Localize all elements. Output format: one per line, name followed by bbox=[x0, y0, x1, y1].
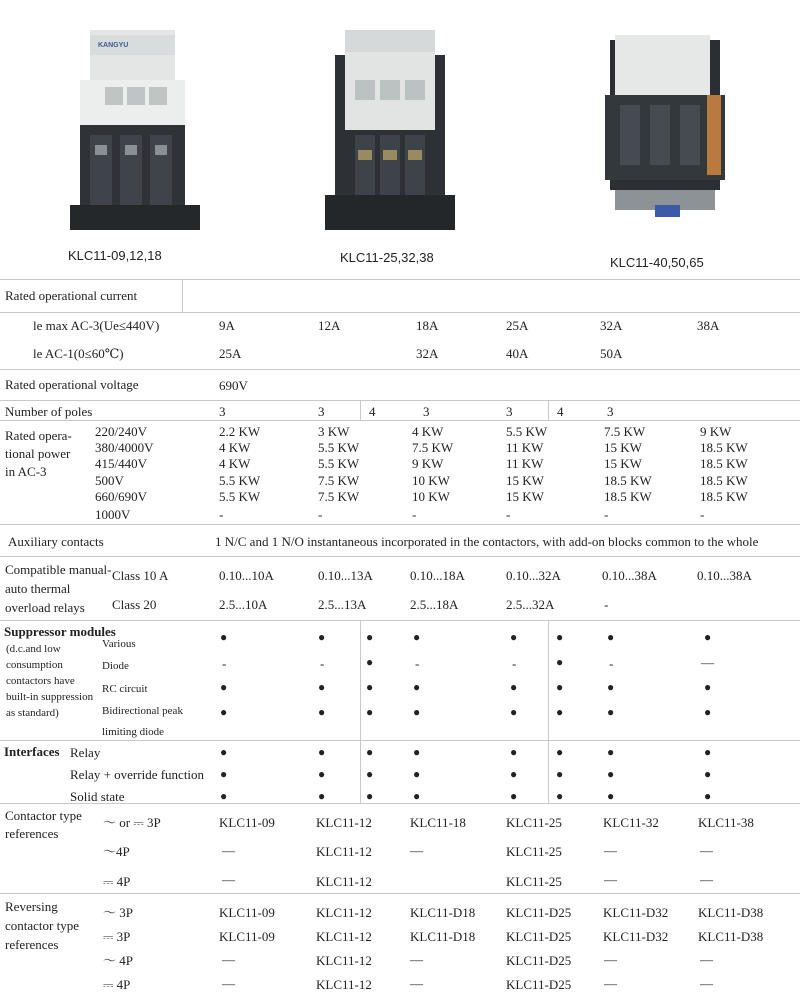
contactor-cell: KLC11-09 bbox=[219, 815, 275, 830]
poles-value: 4 bbox=[557, 404, 564, 419]
power-cell: 9 KW bbox=[412, 456, 444, 471]
reversing-cell: KLC11-D25 bbox=[506, 953, 572, 968]
power-voltage: 380/4000V bbox=[95, 440, 154, 455]
reversing-cell: KLC11-D25 bbox=[506, 929, 572, 944]
suppressor-desc: (d.c.and low bbox=[6, 643, 61, 655]
bullet-mark: ● bbox=[366, 767, 374, 781]
bullet-mark: ● bbox=[556, 767, 564, 781]
ac1-value: 40A bbox=[506, 346, 529, 361]
poles-value: 3 bbox=[318, 404, 325, 419]
power-cell: 5.5 KW bbox=[219, 473, 261, 488]
suppressor-title: Suppressor modules bbox=[4, 624, 116, 639]
suppressor-row-label: Bidirectional peak bbox=[102, 705, 183, 717]
power-cell: 3 KW bbox=[318, 424, 350, 439]
bullet-mark: ● bbox=[318, 745, 326, 759]
bullet-mark: ● bbox=[607, 705, 615, 719]
bullet-mark: ● bbox=[366, 655, 374, 669]
ac3-value: 38A bbox=[697, 318, 720, 333]
power-cell: 10 KW bbox=[412, 489, 450, 504]
bullet-mark: ● bbox=[220, 705, 228, 719]
dash-mark: - bbox=[222, 656, 227, 671]
reversing-cell: KLC11-D25 bbox=[506, 977, 572, 992]
product-caption-2: KLC11-25,32,38 bbox=[340, 250, 434, 265]
reversing-cell: — bbox=[700, 976, 713, 991]
suppressor-desc: consumption bbox=[6, 659, 63, 671]
bullet-mark: ● bbox=[413, 789, 421, 803]
dash-mark: — bbox=[701, 655, 714, 670]
reversing-cell: KLC11-D38 bbox=[698, 929, 764, 944]
suppressor-desc: built-in suppression bbox=[6, 691, 94, 703]
power-voltage: 415/440V bbox=[95, 456, 147, 471]
bullet-mark: ● bbox=[413, 767, 421, 781]
class20-value: - bbox=[604, 597, 609, 612]
class10-value: 0.10...38A bbox=[602, 568, 657, 583]
contactor-cell: — bbox=[604, 872, 617, 887]
power-cell: 18.5 KW bbox=[700, 440, 748, 455]
bullet-mark: ● bbox=[413, 705, 421, 719]
class20-value: 2.5...32A bbox=[506, 597, 555, 612]
bullet-mark: ● bbox=[556, 680, 564, 694]
contactor-label: Contactor type bbox=[5, 808, 82, 823]
bullet-mark: ● bbox=[607, 630, 615, 644]
reversing-label: Reversing bbox=[5, 899, 58, 914]
reversing-cell: — bbox=[700, 952, 713, 967]
contactor-row-label: ～4P bbox=[103, 844, 130, 859]
bullet-mark: ● bbox=[366, 745, 374, 759]
bullet-mark: ● bbox=[510, 745, 518, 759]
contactor-label: references bbox=[5, 826, 59, 841]
poles-value: 3 bbox=[219, 404, 226, 419]
bullet-mark: ● bbox=[220, 630, 228, 644]
product-caption-1: KLC11-09,12,18 bbox=[68, 248, 162, 263]
class10-label: Class 10 A bbox=[112, 568, 169, 583]
reversing-cell: KLC11-D18 bbox=[410, 929, 476, 944]
rated-current-label: Rated operational current bbox=[5, 288, 138, 303]
power-cell: - bbox=[700, 507, 705, 522]
reversing-cell: KLC11-D18 bbox=[410, 905, 476, 920]
contactor-cell: — bbox=[222, 872, 235, 887]
power-cell: 7.5 KW bbox=[318, 473, 360, 488]
suppressor-row-label: limiting diode bbox=[102, 726, 165, 738]
ac3-value: 18A bbox=[416, 318, 439, 333]
product-caption-3: KLC11-40,50,65 bbox=[610, 255, 704, 270]
interface-label: Relay bbox=[70, 745, 101, 760]
contactor-cell: KLC11-25 bbox=[506, 874, 562, 889]
contactor-cell: KLC11-25 bbox=[506, 844, 562, 859]
power-cell: 5.5 KW bbox=[219, 489, 261, 504]
bullet-mark: ● bbox=[607, 745, 615, 759]
bullet-mark: ● bbox=[704, 680, 712, 694]
suppressor-row-label: Diode bbox=[102, 660, 129, 672]
bullet-mark: ● bbox=[366, 705, 374, 719]
dash-mark: - bbox=[320, 656, 325, 671]
reversing-row-label: ⎓ 4P bbox=[103, 977, 131, 992]
contactor-cell: — bbox=[222, 843, 235, 858]
reversing-cell: — bbox=[604, 976, 617, 991]
bullet-mark: ● bbox=[510, 705, 518, 719]
power-cell: 4 KW bbox=[412, 424, 444, 439]
bullet-mark: ● bbox=[318, 789, 326, 803]
power-cell: 11 KW bbox=[506, 440, 544, 455]
reversing-row-label: ～ 4P bbox=[103, 953, 133, 968]
reversing-cell: KLC11-09 bbox=[219, 929, 275, 944]
ac3-value: 32A bbox=[600, 318, 623, 333]
class10-value: 0.10...18A bbox=[410, 568, 465, 583]
bullet-mark: ● bbox=[318, 680, 326, 694]
ac1-value: 50A bbox=[600, 346, 623, 361]
power-cell: - bbox=[219, 507, 224, 522]
power-label: in AC-3 bbox=[5, 464, 47, 479]
power-cell: - bbox=[604, 507, 609, 522]
power-cell: 7.5 KW bbox=[604, 424, 646, 439]
ac3-value: 12A bbox=[318, 318, 341, 333]
voltage-label: Rated operational voltage bbox=[5, 377, 139, 392]
contactor-cell: — bbox=[700, 843, 713, 858]
dash-mark: - bbox=[609, 656, 614, 671]
reversing-cell: KLC11-D25 bbox=[506, 905, 572, 920]
power-cell: 5.5 KW bbox=[318, 456, 360, 471]
reversing-cell: KLC11-D38 bbox=[698, 905, 764, 920]
bullet-mark: ● bbox=[366, 789, 374, 803]
bullet-mark: ● bbox=[413, 630, 421, 644]
bullet-mark: ● bbox=[510, 789, 518, 803]
reversing-label: references bbox=[5, 937, 59, 952]
bullet-mark: ● bbox=[607, 789, 615, 803]
ac3-value: 9A bbox=[219, 318, 235, 333]
reversing-cell: KLC11-12 bbox=[316, 977, 372, 992]
bullet-mark: ● bbox=[366, 630, 374, 644]
class10-value: 0.10...32A bbox=[506, 568, 561, 583]
suppressor-desc: contactors have bbox=[6, 675, 75, 687]
bullet-mark: ● bbox=[318, 767, 326, 781]
reversing-cell: — bbox=[222, 976, 235, 991]
product-image-2 bbox=[320, 25, 460, 235]
class20-value: 2.5...18A bbox=[410, 597, 459, 612]
power-cell: - bbox=[412, 507, 417, 522]
suppressor-row-label: Various bbox=[102, 638, 136, 650]
bullet-mark: ● bbox=[318, 705, 326, 719]
power-cell: 9 KW bbox=[700, 424, 732, 439]
contactor-cell: KLC11-12 bbox=[316, 815, 372, 830]
power-cell: 10 KW bbox=[412, 473, 450, 488]
reversing-row-label: ～ 3P bbox=[103, 905, 133, 920]
bullet-mark: ● bbox=[704, 745, 712, 759]
power-cell: 18.5 KW bbox=[604, 489, 652, 504]
suppressor-row-label: RC circuit bbox=[102, 683, 148, 695]
bullet-mark: ● bbox=[220, 680, 228, 694]
power-cell: 15 KW bbox=[604, 456, 642, 471]
class10-value: 0.10...13A bbox=[318, 568, 373, 583]
bullet-mark: ● bbox=[556, 655, 564, 669]
bullet-mark: ● bbox=[556, 705, 564, 719]
reversing-cell: KLC11-12 bbox=[316, 905, 372, 920]
bullet-mark: ● bbox=[510, 680, 518, 694]
reversing-cell: — bbox=[410, 952, 423, 967]
ac1-value: 32A bbox=[416, 346, 439, 361]
voltage-value: 690V bbox=[219, 378, 248, 393]
class20-label: Class 20 bbox=[112, 597, 157, 612]
bullet-mark: ● bbox=[510, 767, 518, 781]
bullet-mark: ● bbox=[704, 630, 712, 644]
power-cell: - bbox=[506, 507, 511, 522]
power-cell: 5.5 KW bbox=[506, 424, 548, 439]
power-cell: 7.5 KW bbox=[318, 489, 360, 504]
reversing-cell: — bbox=[410, 976, 423, 991]
bullet-mark: ● bbox=[704, 705, 712, 719]
power-label: Rated opera- bbox=[5, 428, 72, 443]
power-cell: 18.5 KW bbox=[604, 473, 652, 488]
poles-label: Number of poles bbox=[5, 404, 93, 419]
contactor-row-label: ～ or ⎓ 3P bbox=[103, 815, 161, 830]
power-cell: 18.5 KW bbox=[700, 489, 748, 504]
power-voltage: 660/690V bbox=[95, 489, 147, 504]
power-voltage: 220/240V bbox=[95, 424, 147, 439]
interface-label: Solid state bbox=[70, 789, 125, 804]
aux-text: 1 N/C and 1 N/O instantaneous incorporated in the contactors, with add-on blocks common to the whole bbox=[215, 534, 759, 549]
poles-value: 3 bbox=[423, 404, 430, 419]
contactor-cell: — bbox=[410, 843, 423, 858]
contactor-row-label: ⎓ 4P bbox=[103, 874, 131, 889]
reversing-cell: KLC11-12 bbox=[316, 953, 372, 968]
contactor-cell: KLC11-25 bbox=[506, 815, 562, 830]
reversing-cell: KLC11-D32 bbox=[603, 929, 669, 944]
power-cell: 5.5 KW bbox=[318, 440, 360, 455]
power-cell: 4 KW bbox=[219, 440, 251, 455]
reversing-cell: — bbox=[222, 952, 235, 967]
contactor-cell: KLC11-38 bbox=[698, 815, 754, 830]
product-image-1 bbox=[60, 25, 210, 235]
bullet-mark: ● bbox=[413, 680, 421, 694]
thermal-label: overload relays bbox=[5, 600, 85, 615]
reversing-cell: KLC11-12 bbox=[316, 929, 372, 944]
bullet-mark: ● bbox=[556, 789, 564, 803]
power-cell: - bbox=[318, 507, 323, 522]
poles-value: 4 bbox=[369, 404, 376, 419]
class20-value: 2.5...13A bbox=[318, 597, 367, 612]
power-cell: 2.2 KW bbox=[219, 424, 261, 439]
product-image-3 bbox=[595, 25, 735, 225]
class10-value: 0.10...38A bbox=[697, 568, 752, 583]
contactor-cell: KLC11-12 bbox=[316, 874, 372, 889]
class10-value: 0.10...10A bbox=[219, 568, 274, 583]
bullet-mark: ● bbox=[556, 745, 564, 759]
power-cell: 15 KW bbox=[506, 473, 544, 488]
dash-mark: - bbox=[415, 656, 420, 671]
thermal-label: Compatible manual- bbox=[5, 562, 112, 577]
bullet-mark: ● bbox=[510, 630, 518, 644]
thermal-label: auto thermal bbox=[5, 581, 71, 596]
power-cell: 15 KW bbox=[506, 489, 544, 504]
reversing-label: contactor type bbox=[5, 918, 79, 933]
ac3-label: le max AC-3(Ue≤440V) bbox=[33, 318, 160, 333]
ac3-value: 25A bbox=[506, 318, 529, 333]
bullet-mark: ● bbox=[366, 680, 374, 694]
power-voltage: 500V bbox=[95, 473, 124, 488]
bullet-mark: ● bbox=[220, 767, 228, 781]
reversing-cell: — bbox=[604, 952, 617, 967]
class20-value: 2.5...10A bbox=[219, 597, 268, 612]
poles-value: 3 bbox=[506, 404, 513, 419]
interface-label: Relay + override function bbox=[70, 767, 205, 782]
reversing-row-label: ⎓ 3P bbox=[103, 929, 131, 944]
interfaces-title: Interfaces bbox=[4, 744, 60, 759]
bullet-mark: ● bbox=[220, 745, 228, 759]
bullet-mark: ● bbox=[704, 789, 712, 803]
contactor-cell: KLC11-18 bbox=[410, 815, 466, 830]
bullet-mark: ● bbox=[704, 767, 712, 781]
bullet-mark: ● bbox=[556, 630, 564, 644]
power-cell: 11 KW bbox=[506, 456, 544, 471]
ac1-label: le AC-1(0≤60℃) bbox=[33, 346, 124, 361]
contactor-cell: — bbox=[700, 872, 713, 887]
power-voltage: 1000V bbox=[95, 507, 131, 522]
bullet-mark: ● bbox=[607, 680, 615, 694]
bullet-mark: ● bbox=[220, 789, 228, 803]
contactor-cell: KLC11-12 bbox=[316, 844, 372, 859]
power-cell: 15 KW bbox=[604, 440, 642, 455]
suppressor-desc: as standard) bbox=[6, 707, 59, 719]
reversing-cell: KLC11-09 bbox=[219, 905, 275, 920]
power-cell: 18.5 KW bbox=[700, 456, 748, 471]
aux-label: Auxiliary contacts bbox=[8, 534, 104, 549]
power-label: tional power bbox=[5, 446, 71, 461]
power-cell: 7.5 KW bbox=[412, 440, 454, 455]
contactor-cell: — bbox=[604, 843, 617, 858]
power-cell: 18.5 KW bbox=[700, 473, 748, 488]
brand-logo: KANGYU bbox=[98, 42, 129, 49]
bullet-mark: ● bbox=[607, 767, 615, 781]
power-cell: 4 KW bbox=[219, 456, 251, 471]
bullet-mark: ● bbox=[413, 745, 421, 759]
reversing-cell: KLC11-D32 bbox=[603, 905, 669, 920]
poles-value: 3 bbox=[607, 404, 614, 419]
dash-mark: - bbox=[512, 656, 517, 671]
ac1-value: 25A bbox=[219, 346, 242, 361]
bullet-mark: ● bbox=[318, 630, 326, 644]
contactor-cell: KLC11-32 bbox=[603, 815, 659, 830]
